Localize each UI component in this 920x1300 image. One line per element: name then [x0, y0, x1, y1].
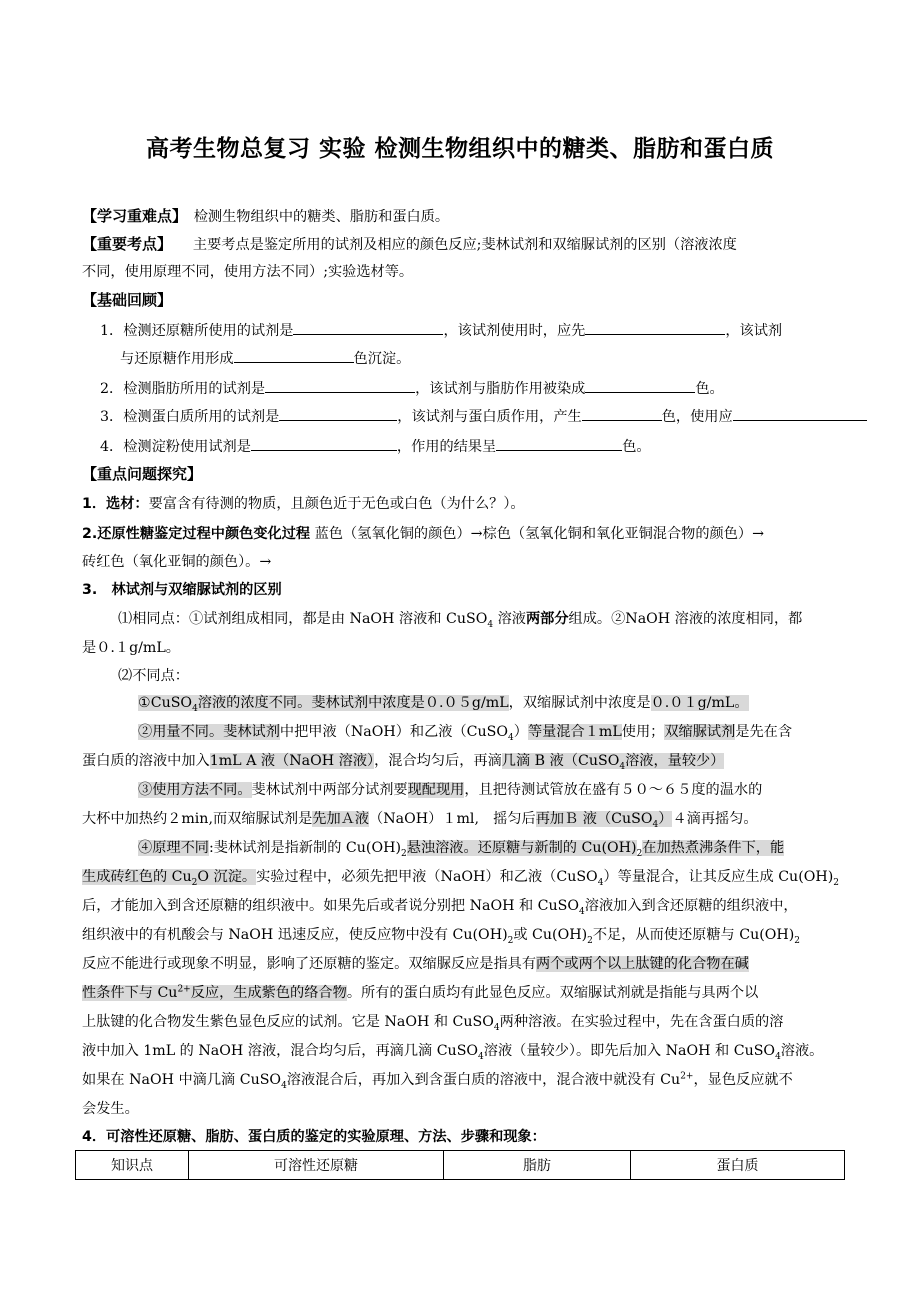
text-line: 反应不能进行或现象不明显，影响了还原糖的鉴定。双缩脲反应是指具有两个或两个以上肽键的化合物在碱: [82, 956, 749, 972]
table-header-cell: 可溶性还原糖: [189, 1151, 444, 1180]
table-header-cell: 蛋白质: [631, 1151, 845, 1180]
answer-blank[interactable]: [585, 320, 725, 335]
diff-3-cont: 大杯中加热约２min,而双缩脲试剂是先加Ａ液（NaOH）１ml, 摇匀后再加Ｂ 液（CuSO$_4$）４滴再摇匀。: [82, 811, 758, 830]
question-1-cont: 与还原糖作用形成 色沉淀。: [120, 348, 410, 369]
diff-2: ②用量不同。斐林试剂中把甲液（NaOH）和乙液（CuSO$_4$）等量混合１mL使用；双缩脲试剂是先在含: [138, 724, 793, 743]
table-row: [76, 1151, 845, 1180]
key-difficulty-line: 【学习重难点】 检测生物组织中的糖类、脂肪和蛋白质。: [82, 207, 450, 225]
point-1: 1．选材：要富含有待测的物质，且颜色近于无色或白色（为什么？）。: [82, 496, 525, 512]
text-line: 如果在 NaOH 中滴几滴 CuSO$_4$溶液混合后，再加入到含蛋白质的溶液中，混合液中就没有 $Cu^{2+}$，显色反应就不: [82, 1071, 793, 1091]
table-header-cell: 脂肪: [444, 1151, 631, 1180]
page-title: 高考生物总复习 实验 检测生物组织中的糖类、脂肪和蛋白质: [145, 136, 774, 162]
diff-2-cont: 蛋白质的溶液中加入1mL A 液（NaOH 溶液），混合均匀后，再滴几滴 B 液（CuSO$_4$溶液，量较少）: [82, 753, 725, 772]
answer-blank[interactable]: [279, 406, 397, 421]
comparison-table: [75, 1150, 845, 1180]
section-label: 【学习重难点】: [82, 207, 180, 225]
text-line: 会发生。: [82, 1101, 139, 1117]
section-label: 【基础回顾】: [82, 291, 173, 309]
table-header-cell: 知识点: [76, 1151, 189, 1180]
text-line: 是０.１g/mL。: [82, 640, 180, 656]
answer-blank[interactable]: [265, 378, 415, 393]
point-4-heading: 4．可溶性还原糖、脂肪、蛋白质的鉴定的实验原理、方法、步骤和现象：: [82, 1129, 546, 1145]
point-2: 2.还原性糖鉴定过程中颜色变化过程 蓝色（氢氧化铜的颜色）→棕色（氢氧化铜和氧化亚铜混合物的颜色）→: [82, 526, 764, 542]
text-line: 不同，使用原理不同，使用方法不同）;实验选材等。: [82, 264, 414, 280]
answer-blank[interactable]: [234, 348, 354, 363]
answer-blank[interactable]: [733, 406, 867, 421]
text-line: 生成砖红色的 $Cu_2O$ 沉淀。实验过程中，必须先把甲液（NaOH）和乙液（CuSO$_4$）等量混合，让其反应生成 $Cu(OH)_2$: [82, 869, 839, 888]
text-line: 组织液中的有机酸会与 NaOH 迅速反应，使反应物中没有 $Cu(OH)_2$或 $Cu(OH)_2$不足，从而使还原糖与 $Cu(OH)_2$: [82, 927, 801, 946]
question-1: 1．检测还原糖所使用的试剂是 ，该试剂使用时，应先 ，该试剂: [100, 320, 782, 341]
answer-blank[interactable]: [585, 378, 695, 393]
question-2: 2．检测脂肪所用的试剂是 ，该试剂与脂肪作用被染成 色。: [100, 378, 724, 399]
answer-blank[interactable]: [293, 320, 443, 335]
text-line: 性条件下与 $Cu^{2+}$反应，生成紫色的络合物。所有的蛋白质均有此显色反应。双缩脲试剂就是指能与具两个以: [82, 984, 759, 1001]
question-3: 3．检测蛋白质所用的试剂是 ，该试剂与蛋白质作用，产生 色，使用应: [100, 406, 867, 427]
key-point-line: 【重要考点】 主要考点是鉴定所用的试剂及相应的颜色反应;斐林试剂和双缩脲试剂的区别（溶液浓度: [82, 235, 737, 253]
diff-1: ①CuSO$_4$溶液的浓度不同。斐林试剂中浓度是０.０５g/mL，双缩脲试剂中浓度是０.０１g/mL。: [138, 695, 749, 714]
same-points: ⑴相同点：①试剂组成相同，都是由 NaOH 溶液和 CuSO$_4$ 溶液两部分组成。②NaOH 溶液的浓度相同，都: [118, 611, 803, 630]
question-4: 4．检测淀粉使用试剂是 ，作用的结果呈 色。: [100, 436, 651, 457]
answer-blank[interactable]: [582, 406, 662, 421]
answer-blank[interactable]: [496, 436, 622, 451]
answer-blank[interactable]: [251, 436, 397, 451]
text-line: 后，才能加入到含还原糖的组织液中。如果先后或者说分别把 NaOH 和 CuSO$_4$溶液加入到含还原糖的组织液中，: [82, 898, 798, 917]
diff-4: ④原理不同:斐林试剂是指新制的 $Cu(OH)_2$悬浊溶液。还原糖与新制的 $Cu(OH)_2$在加热煮沸条件下，能: [138, 840, 785, 859]
diff-3: ③使用方法不同。斐林试剂中两部分试剂要现配现用，且把待测试管放在盛有５０～６５度的温水的: [138, 782, 763, 798]
text-line: 砖红色（氧化亚铜的颜色）。→: [82, 554, 272, 570]
section-label: 【重点问题探究】: [82, 465, 203, 483]
point-3-heading: 3. 林试剂与双缩脲试剂的区别: [82, 582, 282, 598]
text-line: 上肽键的化合物发生紫色显色反应的试剂。它是 NaOH 和 CuSO$_4$两种溶液。在实验过程中，先在含蛋白质的溶: [82, 1014, 784, 1033]
text-line: 液中加入 1mL 的 NaOH 溶液，混合均匀后，再滴几滴 CuSO$_4$溶液（量较少）。即先后加入 NaOH 和 CuSO$_4$溶液。: [82, 1043, 824, 1062]
section-label: 【重要考点】: [82, 235, 165, 253]
diff-heading: ⑵不同点：: [118, 668, 189, 684]
